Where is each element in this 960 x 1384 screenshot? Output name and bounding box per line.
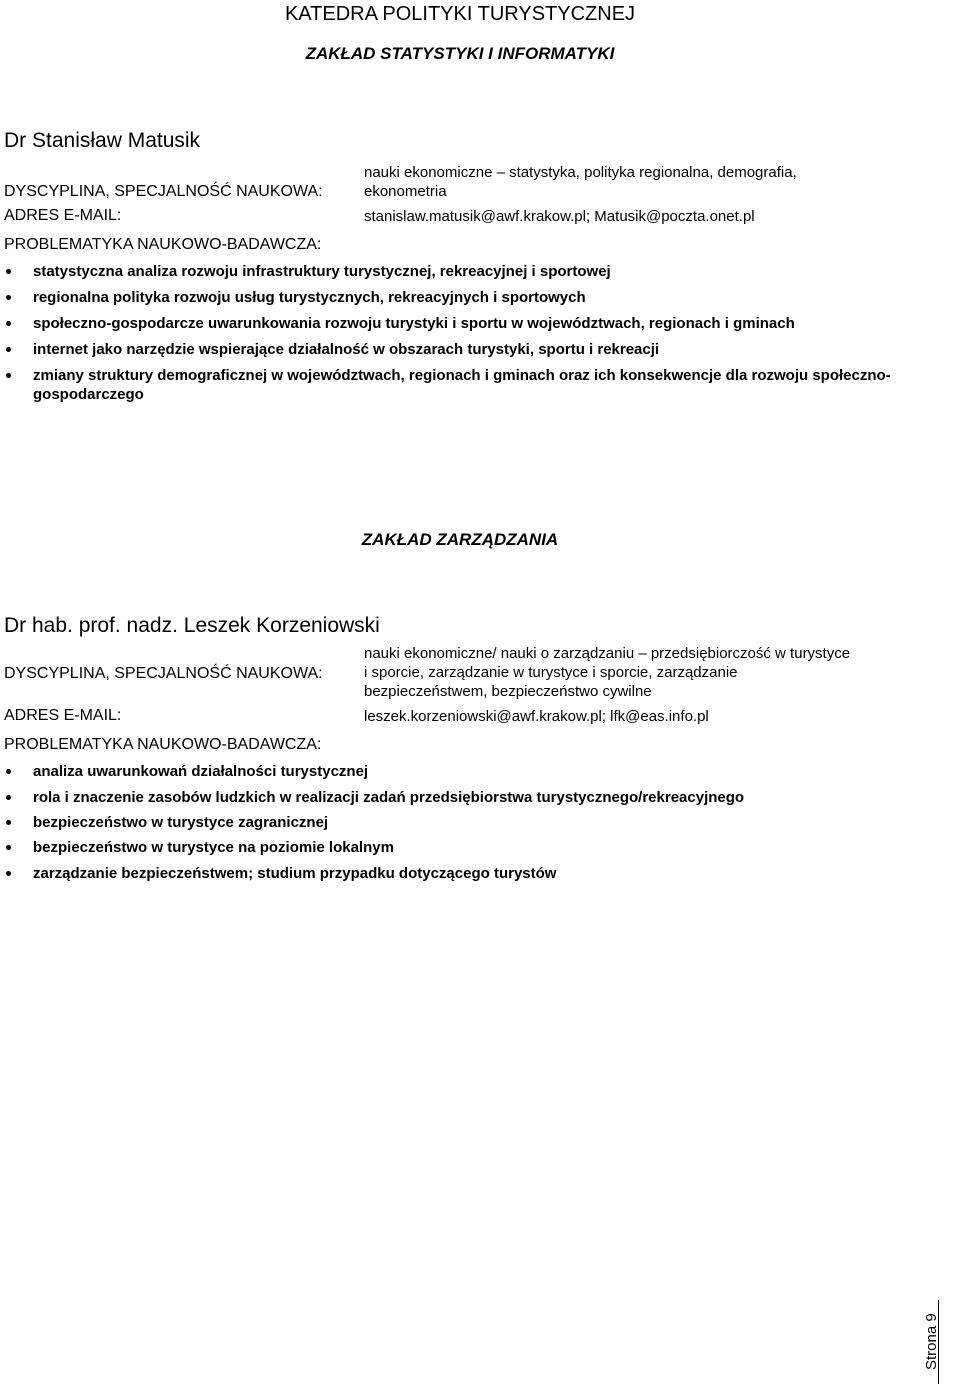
bullet-icon xyxy=(6,321,11,326)
list-item-text: regionalna polityka rozwoju usług turystycznych, rekreacyjnych i sportowych xyxy=(33,289,586,306)
research-label: PROBLEMATYKA NAUKOWO-BADAWCZA: xyxy=(4,236,322,253)
email-label: ADRES E-MAIL: xyxy=(4,207,122,224)
email-label: ADRES E-MAIL: xyxy=(4,707,122,724)
bullet-icon xyxy=(6,795,11,800)
bullet-icon xyxy=(6,295,11,300)
list-item-text: analiza uwarunkowań działalności turystycznej xyxy=(33,763,369,780)
discipline-value-line: ekonometria xyxy=(364,183,447,200)
list-item-text: społeczno-gospodarcze uwarunkowania rozwoju turystyki i sportu w województwach, regionach i gminach xyxy=(33,315,795,332)
list-item-text: bezpieczeństwo w turystyce na poziomie lokalnym xyxy=(33,839,394,856)
discipline-value-line: i sporcie, zarządzanie w turystyce i sporcie, zarządzanie xyxy=(364,664,738,681)
list-item-text: rola i znaczenie zasobów ludzkich w realizacji zadań przedsiębiorstwa turystycznego/rekreacyjnego xyxy=(33,789,745,806)
list-item-text: bezpieczeństwo w turystyce zagranicznej xyxy=(33,814,329,831)
department-title-statistics: ZAKŁAD STATYSTYKI I INFORMATYKI xyxy=(305,44,615,63)
bullet-icon xyxy=(6,373,11,378)
discipline-value-line: nauki ekonomiczne – statystyka, polityka regionalna, demografia, xyxy=(364,164,797,181)
bullet-icon xyxy=(6,769,11,774)
discipline-value-line: bezpieczeństwem, bezpieczeństwo cywilne xyxy=(364,683,652,700)
bullet-icon xyxy=(6,871,11,876)
department-title-management: ZAKŁAD ZARZĄDZANIA xyxy=(361,530,559,549)
email-value: leszek.korzeniowski@awf.krakow.pl; lfk@eas.info.pl xyxy=(364,708,709,725)
list-item-text: statystyczna analiza rozwoju infrastruktury turystycznej, rekreacyjnej i sportowej xyxy=(33,263,611,280)
page-number: Strona 9 xyxy=(923,1313,940,1370)
list-item-text: zmiany struktury demograficznej w województwach, regionach i gminach oraz ich konsekwencje dla rozwoju społeczno-gospodarczego xyxy=(33,367,891,403)
list-item-text: zarządzanie bezpieczeństwem; studium przypadku dotyczącego turystów xyxy=(33,865,557,882)
discipline-label: DYSCYPLINA, SPECJALNOŚĆ NAUKOWA: xyxy=(4,665,323,682)
bullet-icon xyxy=(6,845,11,850)
bullet-icon xyxy=(6,820,11,825)
person-name: Dr hab. prof. nadz. Leszek Korzeniowski xyxy=(4,614,380,637)
person-name: Dr Stanisław Matusik xyxy=(4,129,201,152)
discipline-label: DYSCYPLINA, SPECJALNOŚĆ NAUKOWA: xyxy=(4,183,323,200)
page-title: KATEDRA POLITYKI TURYSTYCZNEJ xyxy=(284,3,636,25)
research-label: PROBLEMATYKA NAUKOWO-BADAWCZA: xyxy=(4,736,322,753)
list-item-text: internet jako narzędzie wspierające działalność w obszarach turystyki, sportu i rekreacji xyxy=(33,341,660,358)
bullet-icon xyxy=(6,269,11,274)
discipline-value-line: nauki ekonomiczne/ nauki o zarządzaniu – przedsiębiorczość w turystyce xyxy=(364,645,851,662)
email-value: stanislaw.matusik@awf.krakow.pl; Matusik@poczta.onet.pl xyxy=(364,208,755,225)
bullet-icon xyxy=(6,347,11,352)
